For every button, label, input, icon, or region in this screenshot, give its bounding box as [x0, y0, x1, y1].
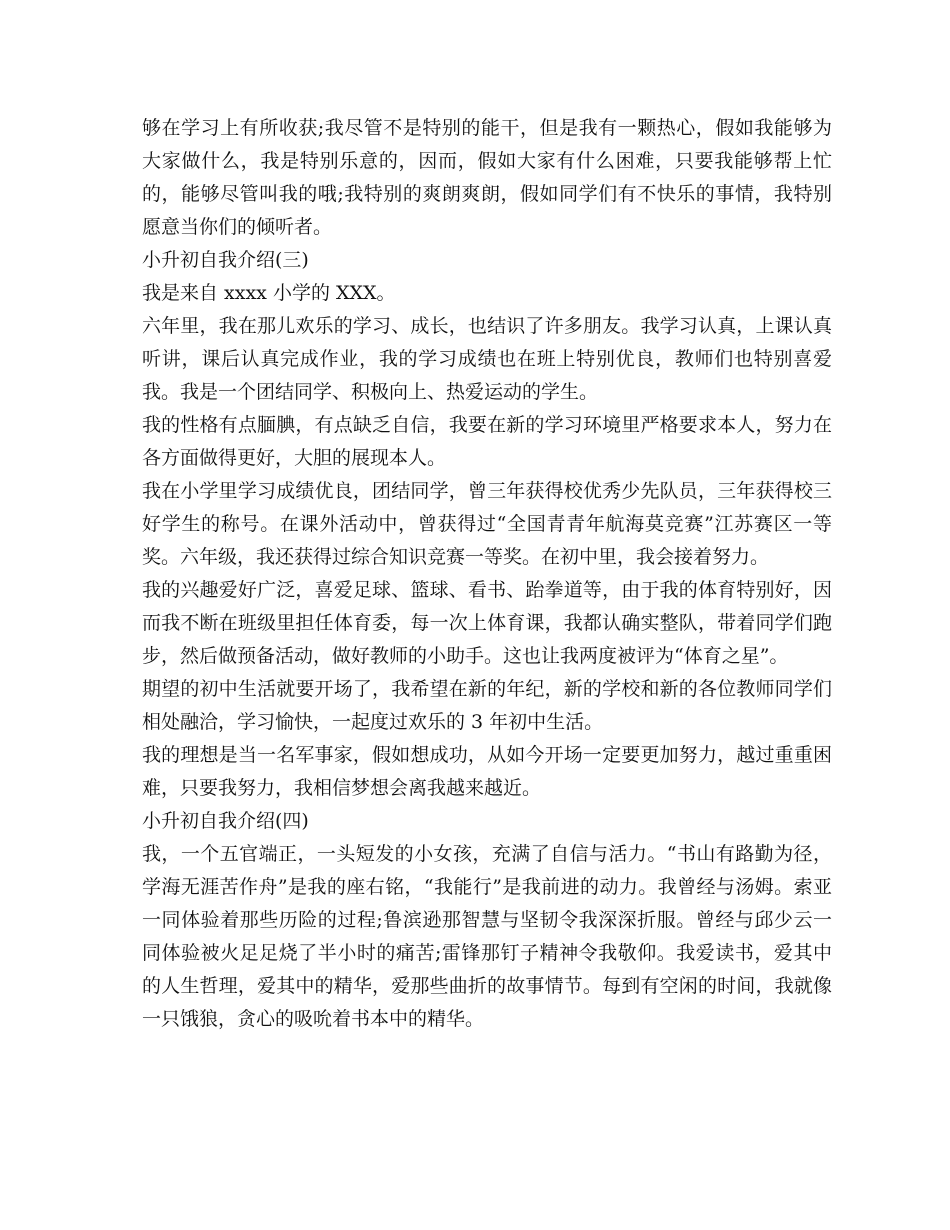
paragraph-ideal: 我的理想是当一名军事家，假如想成功，从如今开场一定要更加努力，越过重重困难，只要我努力，我相信梦想会离我越来越近。 — [142, 744, 832, 799]
section-heading-3: 小升初自我介绍(三) — [142, 249, 309, 271]
paragraph-self-description: 我，一个五官端正，一头短发的小女孩，充满了自信与活力。“书山有路勤为径，学海无涯苦作舟”是我的座右铭，“我能行”是我前进的动力。我曾经与汤姆。索亚一同体验着那些历险的过程;鲁滨逊那智慧与坚韧令我深深折服。曾经与邱少云一同体验被火足足烧了半小时的痛苦;雷锋那钉子精神令我敬仰。我爱读书，爱其中的人生哲理，爱其中的精华，爱那些曲折的故事情节。每到有空闲的时间，我就像一只饿狼，贪心的吸吮着书本中的精华。 — [142, 843, 832, 1030]
paragraph-expectation: 期望的初中生活就要开场了，我希望在新的年纪，新的学校和新的各位教师同学们相处融洽，学习愉快，一起度过欢乐的 3 年初中生活。 — [142, 678, 832, 733]
section-heading-4: 小升初自我介绍(四) — [142, 810, 309, 832]
paragraph-six-years: 六年里，我在那儿欢乐的学习、成长，也结识了许多朋友。我学习认真，上课认真听讲，课后认真完成作业，我的学习成绩也在班上特别优良，教师们也特别喜爱我。我是一个团结同学、积极向上、热爱运动的学生。 — [142, 315, 832, 403]
paragraph-achievements: 我在小学里学习成绩优良，团结同学，曾三年获得校优秀少先队员，三年获得校三好学生的称号。在课外活动中，曾获得过“全国青青年航海莫竞赛”江苏赛区一等奖。六年级，我还获得过综合知识竞赛一等奖。在初中里，我会接着努力。 — [142, 480, 832, 568]
document-body — [142, 112, 832, 1036]
paragraph-continuation: 够在学习上有所收获;我尽管不是特别的能干，但是我有一颗热心，假如我能够为大家做什么，我是特别乐意的，因而，假如大家有什么困难，只要我能够帮上忙的，能够尽管叫我的哦;我特别的爽朗爽朗，假如同学们有不快乐的事情，我特别愿意当你们的倾听者。 — [142, 117, 832, 238]
paragraph-personality: 我的性格有点腼腆，有点缺乏自信，我要在新的学习环境里严格要求本人，努力在各方面做得更好，大胆的展现本人。 — [142, 414, 832, 469]
paragraph-origin: 我是来自 xxxx 小学的 XXX。 — [142, 282, 396, 304]
paragraph-hobbies: 我的兴趣爱好广泛，喜爱足球、篮球、看书、跆拳道等，由于我的体育特别好，因而我不断在班级里担任体育委，每一次上体育课，我都认确实整队，带着同学们跑步，然后做预备活动，做好教师的小助手。这也让我两度被评为“体育之星”。 — [142, 579, 832, 667]
